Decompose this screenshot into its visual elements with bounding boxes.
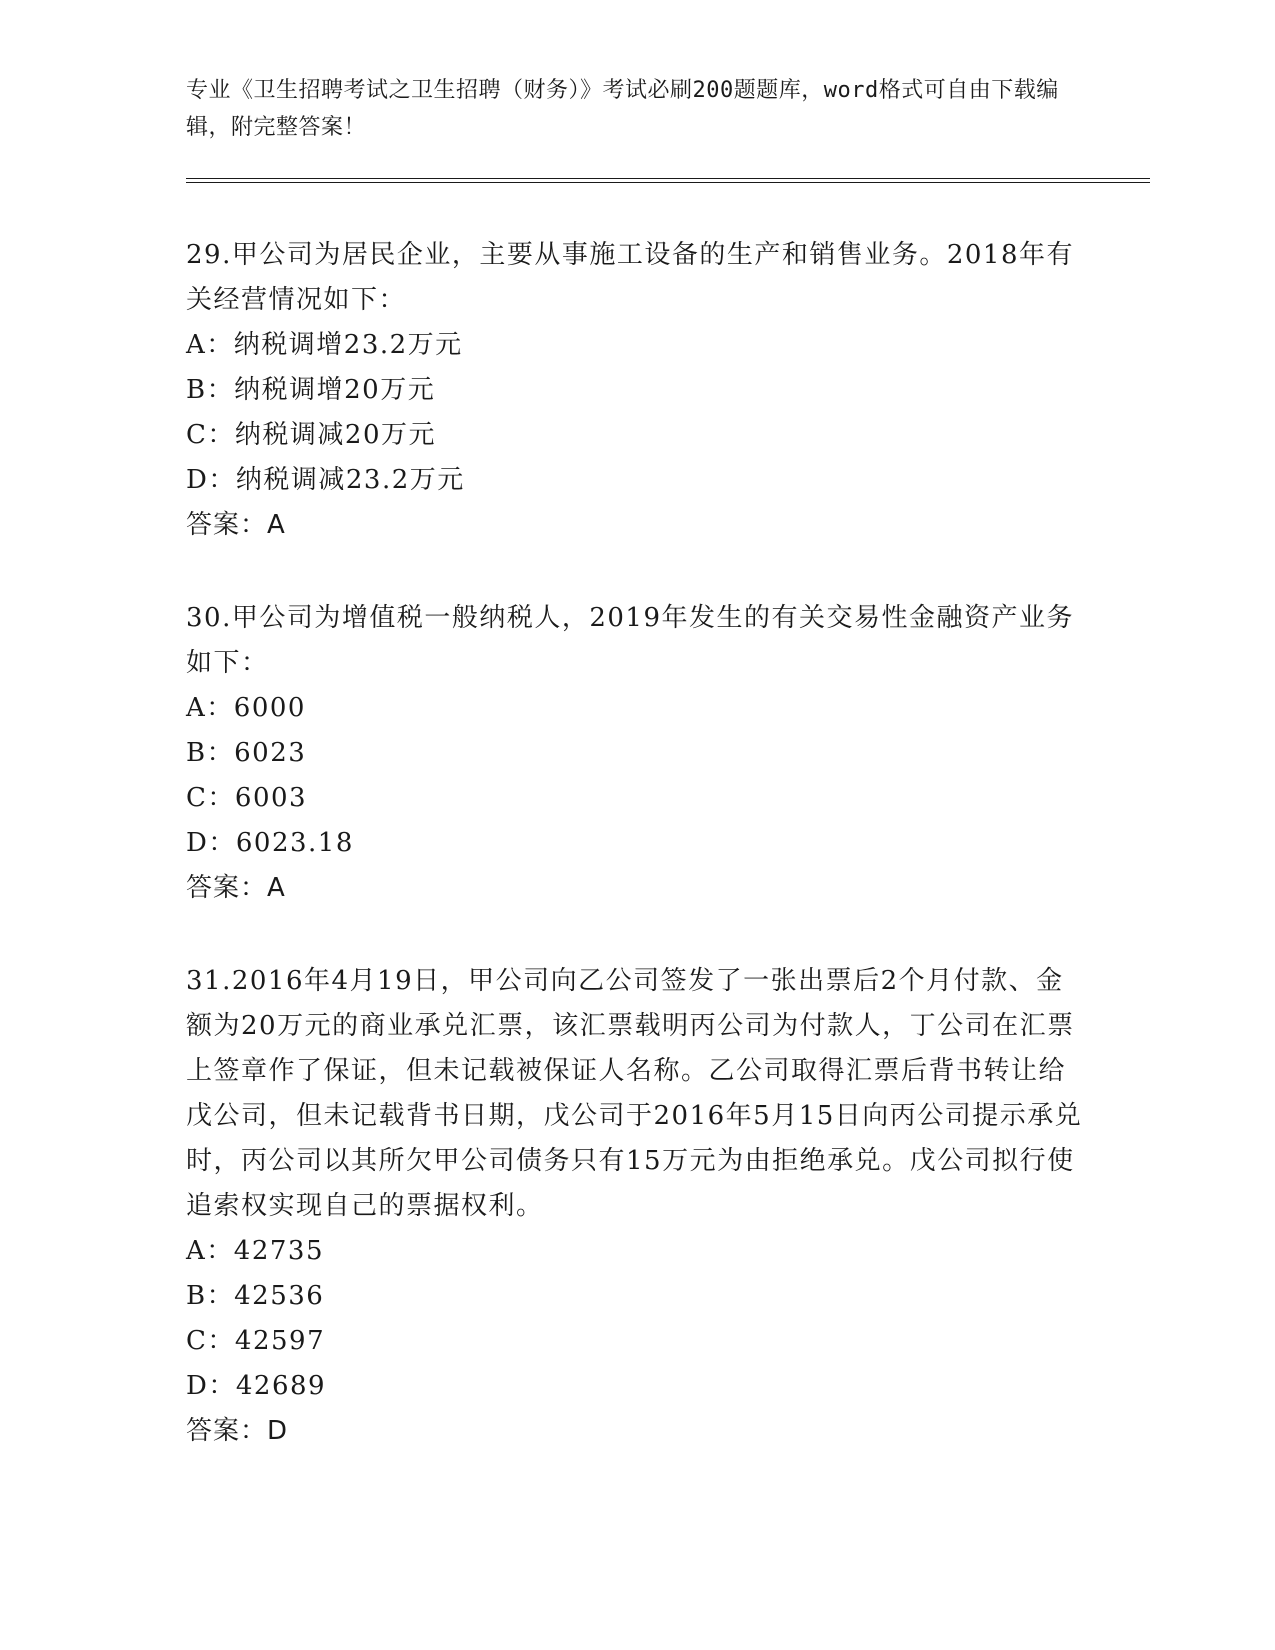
answer: 答案：D: [186, 1416, 289, 1446]
header-divider-top: [186, 178, 1150, 179]
question-30: [186, 596, 1086, 911]
question-31: [186, 959, 1086, 1454]
option-d: D：6023.18: [186, 828, 354, 858]
option-b: B：纳税调增20万元: [186, 375, 436, 405]
option-d: D：纳税调减23.2万元: [186, 465, 465, 495]
header-divider-bottom: [186, 182, 1150, 183]
option-b: B：6023: [186, 738, 307, 768]
option-a: A：42735: [186, 1236, 324, 1266]
option-c: C：纳税调减20万元: [186, 420, 436, 450]
question-stem: 30.甲公司为增值税一般纳税人，2019年发生的有关交易性金融资产业务如下：: [186, 603, 1075, 678]
option-a: A：纳税调增23.2万元: [186, 330, 463, 360]
document-header: 专业《卫生招聘考试之卫生招聘（财务）》考试必刷200题题库，word格式可自由下载编辑，附完整答案！: [186, 78, 1059, 140]
option-c: C：42597: [186, 1326, 326, 1356]
option-b: B：42536: [186, 1281, 325, 1311]
answer: 答案：A: [186, 873, 286, 903]
option-d: D：42689: [186, 1371, 327, 1401]
option-a: A：6000: [186, 693, 306, 723]
question-stem: 31.2016年4月19日，甲公司向乙公司签发了一张出票后2个月付款、金额为20万元的商业承兑汇票，该汇票载明丙公司为付款人，丁公司在汇票上签章作了保证，但未记载被保证人名称。乙公司取得汇票后背书转让给戊公司，但未记载背书日期，戊公司于2016年5月15日向丙公司提示承兑时，丙公司以其所欠甲公司债务只有15万元为由拒绝承兑。戊公司拟行使追索权实现自己的票据权利。: [186, 966, 1083, 1221]
option-c: C：6003: [186, 783, 308, 813]
question-29: [186, 233, 1086, 548]
question-stem: 29.甲公司为居民企业，主要从事施工设备的生产和销售业务。2018年有关经营情况如下：: [186, 240, 1075, 315]
answer: 答案：A: [186, 510, 286, 540]
